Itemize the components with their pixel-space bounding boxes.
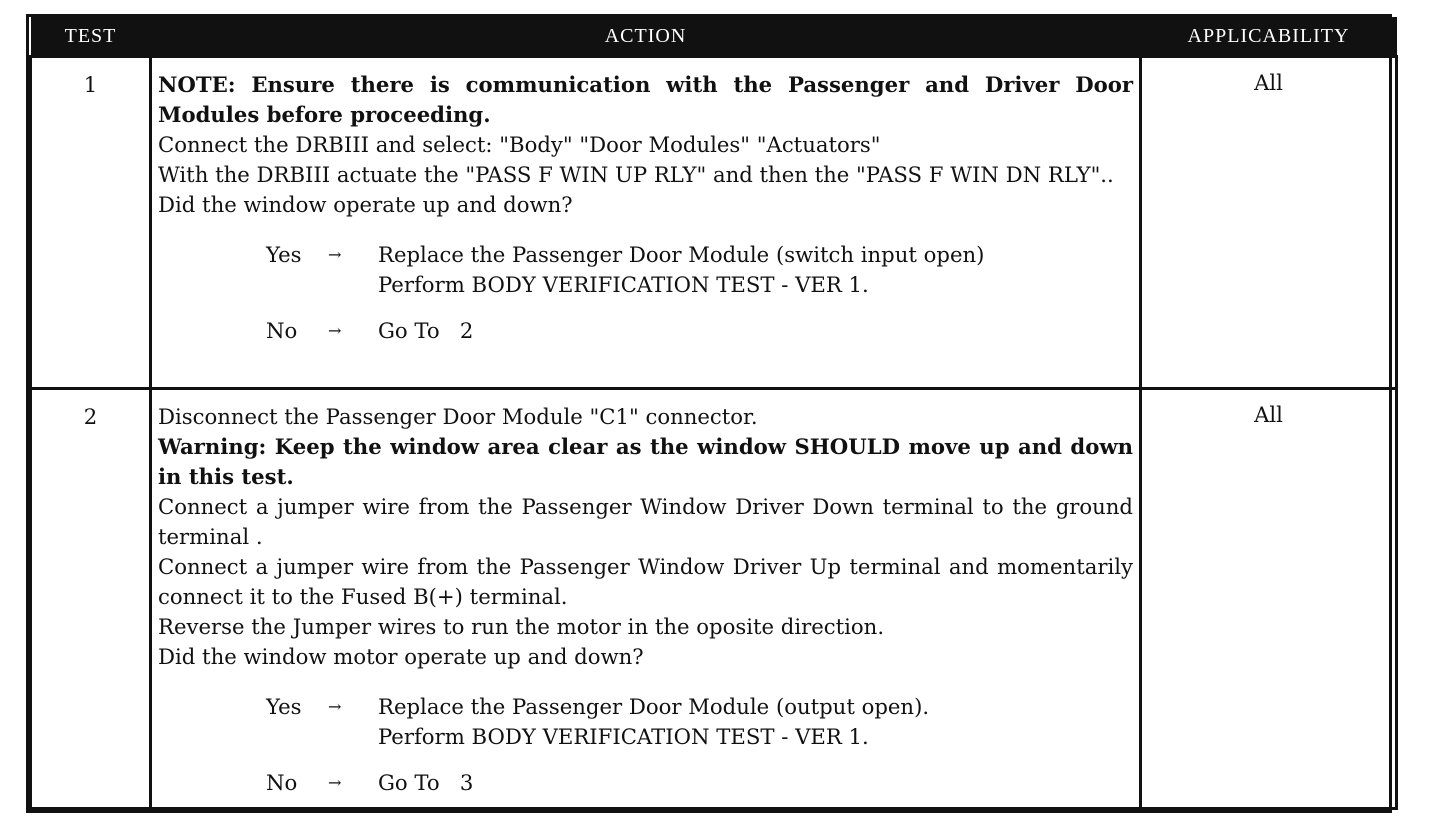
action-cell <box>151 57 1141 389</box>
no-outcome <box>266 316 1133 346</box>
table-row-test-2 <box>31 389 1397 809</box>
action-line: Reverse the Jumper wires to run the motor in the oposite direction. <box>158 614 885 639</box>
action-line: Did the window motor operate up and down? <box>158 644 644 669</box>
no-label: No <box>266 318 298 343</box>
no-result: Go To 3 <box>378 770 474 795</box>
diagnostic-table <box>29 17 1398 810</box>
action-line: Connect the DRBIII and select: "Body" "Door Modules" "Actuators" <box>158 132 881 157</box>
action-line: Disconnect the Passenger Door Module "C1" connector. <box>158 404 758 429</box>
action-line: Did the window operate up and down? <box>158 192 573 217</box>
yes-result <box>378 240 1133 300</box>
yes-label: Yes <box>266 242 302 267</box>
test-number: 2 <box>31 389 151 809</box>
applicability-value: All <box>1141 389 1397 809</box>
yes-outcome <box>266 692 1133 752</box>
warning-text: Warning: Keep the window area clear as the window SHOULD move up and down in this test. <box>158 434 1133 489</box>
yes-outcome <box>266 240 1133 300</box>
header-applicability: APPLICABILITY <box>1141 17 1397 57</box>
yes-result-line: Replace the Passenger Door Module (output open). <box>378 694 930 719</box>
diagnostic-table-sheet <box>26 14 1392 813</box>
header-row <box>31 17 1397 57</box>
action-line: With the DRBIII actuate the "PASS F WIN UP RLY" and then the "PASS F WIN DN RLY".. <box>158 162 1114 187</box>
action-line: Connect a jumper wire from the Passenger Window Driver Down terminal to the ground terminal . <box>158 494 1133 549</box>
note-text: NOTE: Ensure there is communication with the Passenger and Driver Door Modules before proceeding. <box>158 72 1133 127</box>
arrow-right-icon: → <box>328 697 342 716</box>
table-row-test-1 <box>31 57 1397 389</box>
applicability-value: All <box>1141 57 1397 389</box>
no-result: Go To 2 <box>378 318 474 343</box>
header-action: ACTION <box>151 17 1141 57</box>
yes-result-line: Perform BODY VERIFICATION TEST - VER 1. <box>378 724 869 749</box>
test-number: 1 <box>31 57 151 389</box>
arrow-right-icon: → <box>328 245 342 264</box>
action-line: Connect a jumper wire from the Passenger Window Driver Up terminal and momentarily connect it to the Fused B(+) terminal. <box>158 554 1133 609</box>
no-outcome <box>266 768 1133 798</box>
yes-label: Yes <box>266 694 302 719</box>
arrow-right-icon: → <box>328 321 342 340</box>
no-label: No <box>266 770 298 795</box>
action-cell <box>151 389 1141 809</box>
yes-result-line: Perform BODY VERIFICATION TEST - VER 1. <box>378 272 869 297</box>
arrow-right-icon: → <box>328 773 342 792</box>
yes-result-line: Replace the Passenger Door Module (switch input open) <box>378 242 985 267</box>
header-test: TEST <box>31 17 151 57</box>
yes-result <box>378 692 1133 752</box>
